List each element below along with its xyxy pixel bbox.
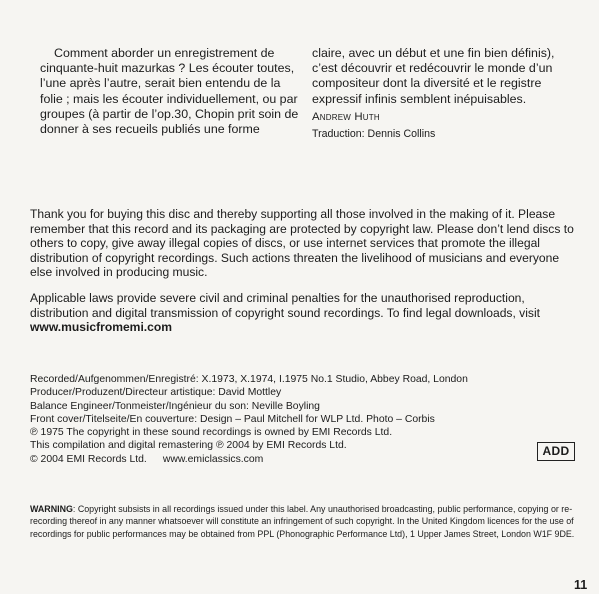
essay-left-text: Comment aborder un enregistrement de cinquante-huit mazurkas ? Les écouter toutes, l’une après l’autre, serait bien entendu de la folie ; mais les écouter individuellement, ou par groupes (à partir de l’op.30, Chopin prit soin de donner à ses recueils publiés une forme — [40, 46, 299, 137]
credit-recorded: Recorded/Aufgenommen/Enregistré: X.1973, X.1974, I.1975 No.1 Studio, Abbey Road, London — [30, 374, 468, 385]
legal-downloads-link[interactable]: www.musicfromemi.com — [30, 320, 173, 335]
notice-paragraph-2-text: Applicable laws provide severe civil and criminal penalties for the unauthorised reproduction, distribution and digital transmission of copyright sound recordings. To find legal downloads, visit — [30, 290, 541, 320]
warning-text: : Copyright subsists in all recordings issued under this label. Any unauthorised broadcasting, public performance, copying or re-recording thereof in any manner whatsoever will constitute an infringement of such copyright. In the United Kingdom licences for the use of recordings for public performances may be obtained from PPL (Phonographic Performance Ltd), 1 Upper James Street, London W1F 9DE. — [30, 504, 575, 539]
credit-compilation: This compilation and digital remastering ℗ 2004 by EMI Records Ltd. — [30, 440, 347, 452]
page-number: 11 — [574, 578, 588, 592]
credit-phonogram: ℗ 1975 The copyright in these sound recordings is owned by EMI Records Ltd. — [30, 427, 393, 439]
recording-credits — [30, 373, 510, 466]
essay-author: Andrew Huth — [312, 110, 380, 123]
legal-warning — [30, 503, 578, 540]
add-badge: ADD — [537, 442, 575, 461]
credit-copyright-line — [30, 453, 510, 466]
warning-label: WARNING — [30, 504, 73, 514]
credit-producer: Producer/Produzent/Directeur artistique: David Mottley — [30, 387, 282, 399]
credit-engineer: Balance Engineer/Tonmeister/Ingénieur du son: Neville Boyling — [30, 400, 320, 412]
notice-paragraph-2 — [30, 291, 578, 335]
credit-copyright: © 2004 EMI Records Ltd. — [30, 453, 147, 465]
essay-translation-credit: Traduction: Dennis Collins — [312, 128, 436, 141]
emi-classics-link[interactable]: www.emiclassics.com — [162, 453, 264, 465]
copyright-notice — [30, 207, 578, 346]
essay-right-text: claire, avec un début et une fin bien définis), c’est découvrir et redécouvrir le monde d’un compositeur dont la diversité et le registre expressif infinis semblent inépuisables. — [312, 46, 555, 106]
credit-cover: Front cover/Titelseite/En couverture: Design – Paul Mitchell for WLP Ltd. Photo – Corbis — [30, 413, 435, 425]
essay-left-column — [40, 46, 302, 137]
notice-paragraph-1: Thank you for buying this disc and thereby supporting all those involved in the making of it. Please remember that this record and its packaging are protected by copyright law. Please don’t lend discs to others to copy, give away illegal copies of discs, or use internet services that promote the illegal distribution of copyright recordings. Such actions threaten the livelihood of musicians and everyone else involved in producing music. — [30, 207, 574, 280]
essay-right-column — [312, 46, 574, 142]
